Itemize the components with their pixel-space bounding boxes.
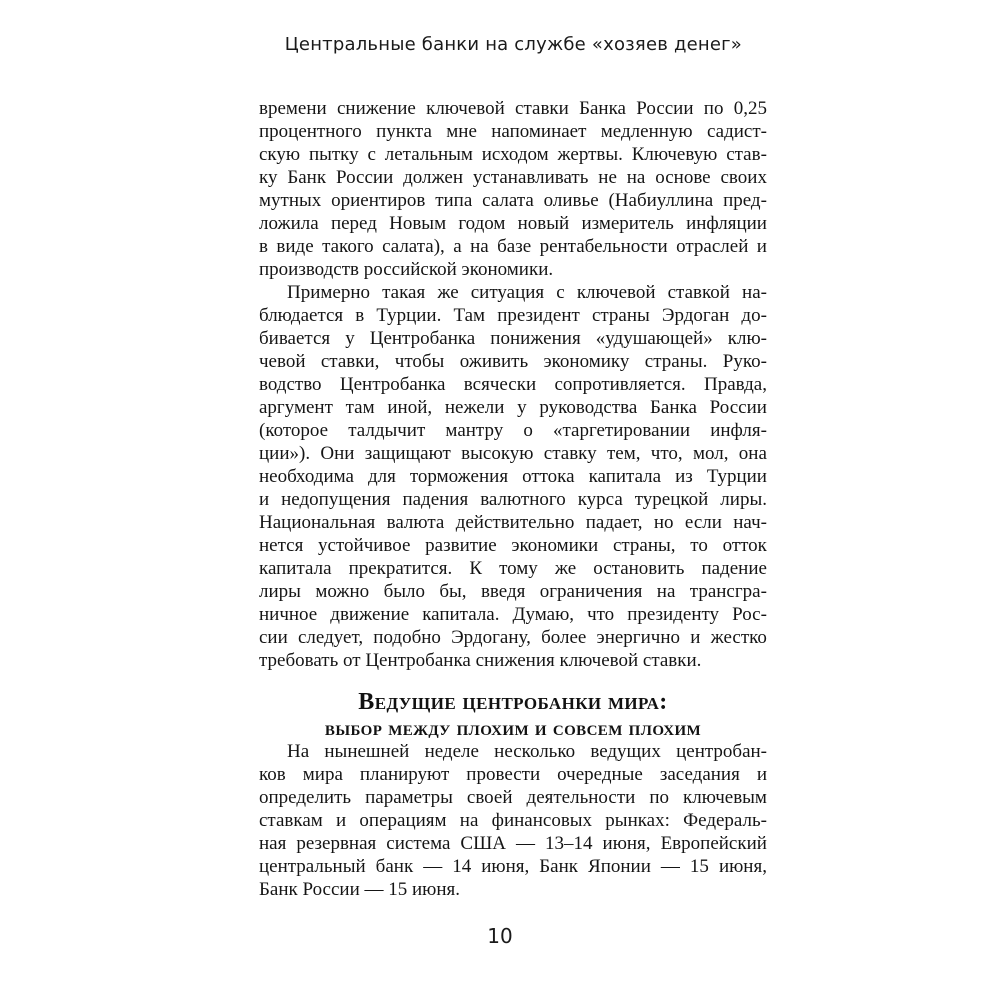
text-line: скую пытку с летальным исходом жертвы. Ключевую став- bbox=[259, 144, 767, 165]
text-line: Национальная валюта действительно падает, но если нач- bbox=[259, 512, 767, 533]
text-line: мутных ориентиров типа салата оливье (Набиуллина пред- bbox=[259, 190, 767, 211]
text-line: ков мира планируют провести очередные заседания и bbox=[259, 764, 767, 785]
page-number: 10 bbox=[487, 924, 513, 948]
text-line: бивается у Центробанка понижения «удушающей» клю- bbox=[259, 328, 767, 349]
running-title: Центральные банки на службе «хозяев денег» bbox=[284, 34, 742, 55]
text-line: и недопущения падения валютного курса турецкой лиры. bbox=[259, 489, 767, 510]
text-line: центральный банк — 14 июня, Банк Японии — 15 июня, bbox=[259, 856, 767, 877]
text-line: определить параметры своей деятельности по ключевым bbox=[259, 787, 767, 808]
text-line: чевой ставки, чтобы оживить экономику страны. Руко- bbox=[259, 351, 767, 372]
paragraph-3 bbox=[259, 740, 767, 901]
paragraph-2 bbox=[259, 281, 767, 672]
text-line: На нынешней неделе несколько ведущих центробан- bbox=[287, 741, 767, 762]
text-line: капитала прекратится. К тому же остановить падение bbox=[259, 558, 767, 579]
text-line: ции»). Они защищают высокую ставку тем, что, мол, она bbox=[259, 443, 767, 464]
text-line: требовать от Центробанка снижения ключевой ставки. bbox=[259, 650, 702, 671]
page-body bbox=[259, 97, 767, 901]
text-line: Банк России — 15 июня. bbox=[259, 879, 461, 900]
text-line: ложила перед Новым годом новый измеритель инфляции bbox=[259, 213, 767, 234]
text-line: лиры можно было бы, введя ограничения на трансгра- bbox=[259, 581, 767, 602]
text-line: ку Банк России должен устанавливать не на основе своих bbox=[259, 167, 767, 188]
section-heading-line-1: Ведущие центробанки мира: bbox=[358, 689, 668, 715]
text-line: водство Центробанка всячески сопротивляется. Правда, bbox=[259, 374, 767, 395]
text-line: времени снижение ключевой ставки Банка России по 0,25 bbox=[259, 98, 767, 119]
text-line: сии следует, подобно Эрдогану, более энергично и жестко bbox=[259, 627, 767, 648]
paragraph-1 bbox=[259, 97, 767, 281]
text-line: необходима для торможения оттока капитала из Турции bbox=[259, 466, 767, 487]
text-line: (которое талдычит мантру о «таргетировании инфля- bbox=[259, 420, 767, 441]
text-line: аргумент там иной, нежели у руководства Банка России bbox=[259, 397, 767, 418]
text-line: в виде такого салата), а на базе рентабельности отраслей и bbox=[259, 236, 767, 257]
text-line: ная резервная система США — 13–14 июня, Европейский bbox=[259, 833, 767, 854]
text-line: Примерно такая же ситуация с ключевой ставкой на- bbox=[287, 282, 767, 303]
text-line: ничное движение капитала. Думаю, что президенту Рос- bbox=[259, 604, 767, 625]
text-line: нется устойчивое развитие экономики страны, то отток bbox=[259, 535, 767, 556]
text-line: производств российской экономики. bbox=[259, 259, 554, 280]
text-line: блюдается в Турции. Там президент страны Эрдоган до- bbox=[259, 305, 767, 326]
section-heading bbox=[259, 689, 767, 740]
text-line: ставкам и операциям на финансовых рынках: Федераль- bbox=[259, 810, 767, 831]
section-heading-line-2: выбор между плохим и совсем плохим bbox=[324, 715, 702, 740]
text-line: процентного пункта мне напоминает медленную садист- bbox=[259, 121, 767, 142]
